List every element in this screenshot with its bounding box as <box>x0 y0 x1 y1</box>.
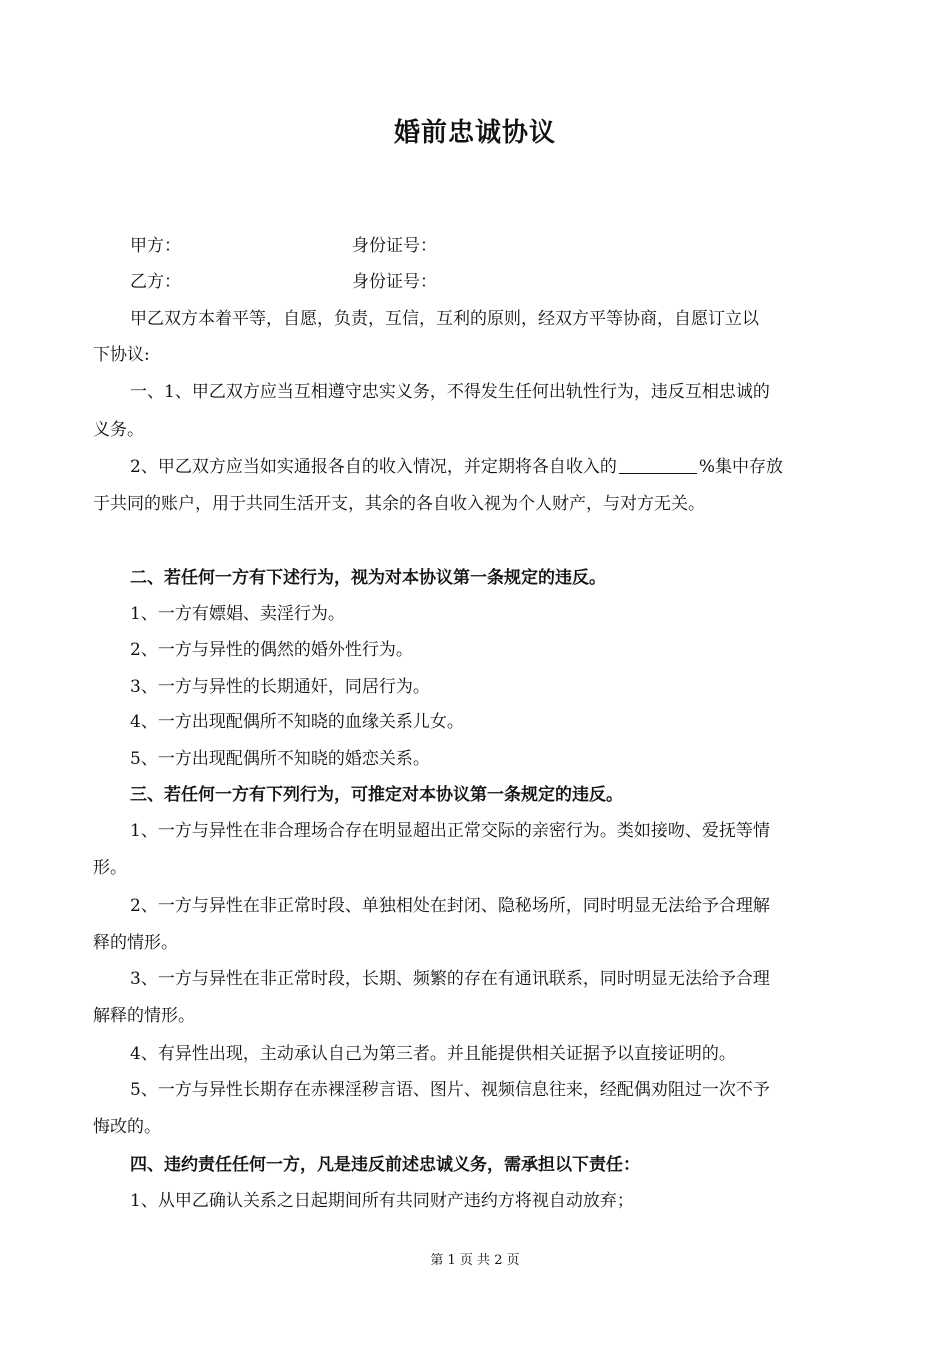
section-4-heading: 四、违约责任任何一方，凡是违反前述忠诚义务，需承担以下责任： <box>130 1155 640 1175</box>
list-item: 3、一方与异性的长期通奸，同居行为。 <box>130 677 430 697</box>
percentage-blank <box>619 457 697 474</box>
intro-line-1: 甲乙双方本着平等，自愿，负责，互信，互利的原则，经双方平等协商，自愿订立以 <box>130 309 759 329</box>
intro-line-2: 下协议: <box>93 345 150 365</box>
clause-1-2-text-pre: 2、甲乙双方应当如实通报各自的收入情况，并定期将各自收入的 <box>130 457 617 477</box>
clause-3-2-line-1: 2、一方与异性在非正常时段、单独相处在封闭、隐秘场所，同时明显无法给予合理解 <box>130 896 770 916</box>
clause-3-1-line-2: 形。 <box>93 858 127 878</box>
clause-1-2-line-1 <box>130 456 783 478</box>
list-item: 1、一方有嫖娼、卖淫行为。 <box>130 604 345 624</box>
clause-1-1-line-2: 义务。 <box>93 420 144 440</box>
clause-3-5-line-2: 悔改的。 <box>93 1117 161 1137</box>
clause-1-1-line-1: 一、1、甲乙双方应当互相遵守忠实义务，不得发生任何出轨性行为，违反互相忠诚的 <box>130 382 770 402</box>
clause-1-2-line-2: 于共同的账户，用于共同生活开支，其余的各自收入视为个人财产，与对方无关。 <box>93 494 705 514</box>
page-footer: 第 1 页 共 2 页 <box>430 1253 520 1268</box>
clause-3-4: 4、有异性出现，主动承认自己为第三者。并且能提供相关证据予以直接证明的。 <box>130 1044 736 1064</box>
party-b-label: 乙方： <box>130 272 181 292</box>
section-3-heading: 三、若任何一方有下列行为，可推定对本协议第一条规定的违反。 <box>130 785 623 805</box>
party-a-label: 甲方： <box>130 236 181 256</box>
clause-4-1: 1、从甲乙确认关系之日起期间所有共同财产违约方将视自动放弃； <box>130 1191 634 1211</box>
clause-3-3-line-2: 解释的情形。 <box>93 1006 195 1026</box>
clause-3-1-line-1: 1、一方与异性在非合理场合存在明显超出正常交际的亲密行为。类如接吻、爱抚等情 <box>130 821 770 841</box>
clause-3-3-line-1: 3、一方与异性在非正常时段，长期、频繁的存在有通讯联系，同时明显无法给予合理 <box>130 969 770 989</box>
section-2-heading: 二、若任何一方有下述行为，视为对本协议第一条规定的违反。 <box>130 568 606 588</box>
clause-3-5-line-1: 5、一方与异性长期存在赤裸淫秽言语、图片、视频信息往来，经配偶劝阻过一次不予 <box>130 1080 770 1100</box>
list-item: 4、一方出现配偶所不知晓的血缘关系儿女。 <box>130 712 464 732</box>
list-item: 2、一方与异性的偶然的婚外性行为。 <box>130 640 413 660</box>
party-b-id-label: 身份证号： <box>352 272 437 292</box>
clause-3-2-line-2: 释的情形。 <box>93 933 178 953</box>
page-title: 婚前忠诚协议 <box>393 118 556 148</box>
list-item: 5、一方出现配偶所不知晓的婚恋关系。 <box>130 749 430 769</box>
clause-1-2-text-post: %集中存放 <box>698 457 783 477</box>
party-a-id-label: 身份证号： <box>352 236 437 256</box>
